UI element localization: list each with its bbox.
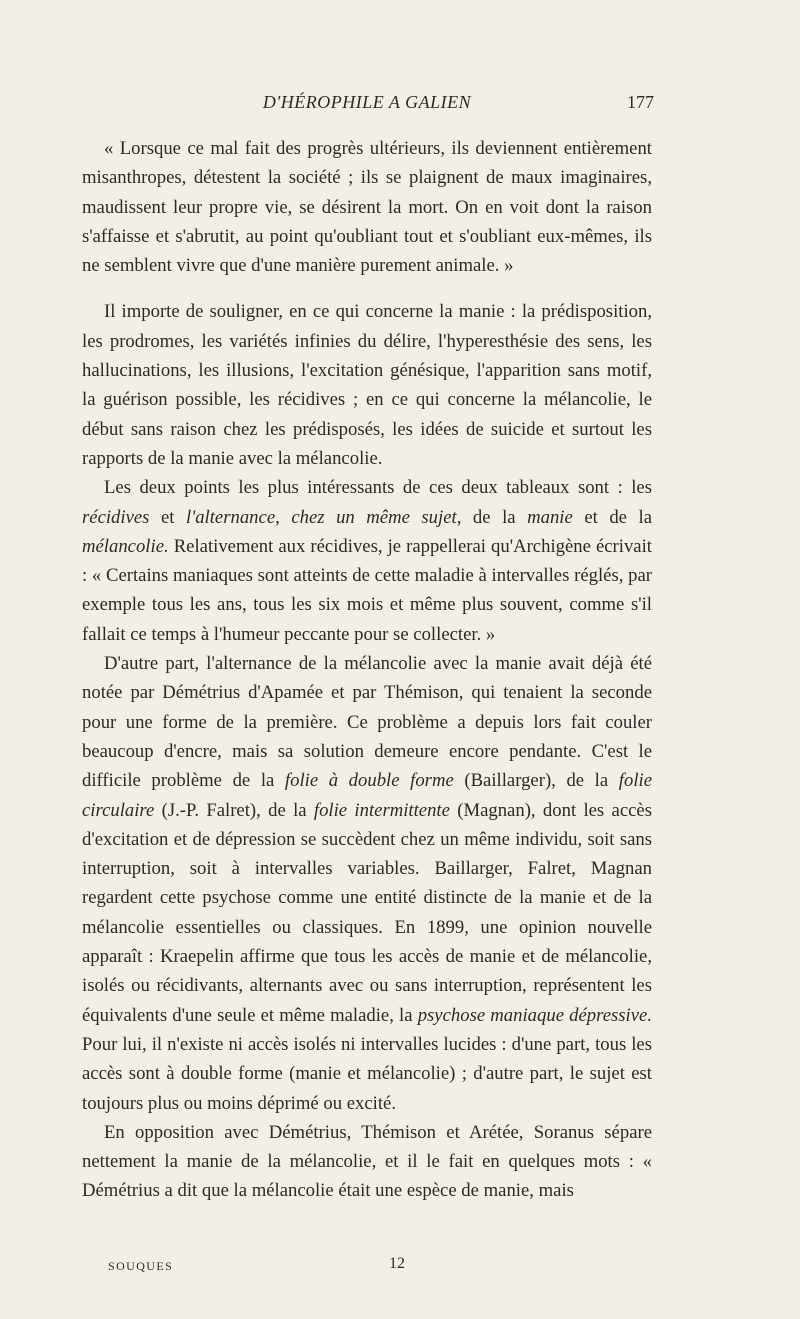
body-text — [82, 134, 652, 1206]
text-run: Relativement aux récidives, je rappellerai qu'Archigène écrivait : « Certains maniaques sont atteints de cette maladie à intervalles réglés, par exemple tous les ans, tous les six mois et même plus souvent, comme s'il fallait ce temps à l'humeur peccante pour se collecter. » — [82, 535, 652, 645]
text-run: D'autre part, l'alternance de la mélancolie avec la manie avait déjà été notée par Démétrius d'Apamée et par Thémison, qui tenaient la seconde pour une forme de la première. Ce problème a depuis lors fait couler beaucoup d'encre, mais sa solution demeure encore pendante. C'est le difficile problème de la — [82, 653, 652, 792]
sheet-number: 12 — [389, 1255, 405, 1272]
italic-text: récidives — [82, 506, 150, 528]
page-footer — [82, 1255, 652, 1279]
text-run: (J.-P. Falret), de la — [154, 799, 314, 821]
text-run: Il importe de souligner, en ce qui concerne la manie : la prédisposition, les prodromes, les variétés infinies du délire, l'hyperesthésie des sens, les hallucinations, les illusions, l'excitation génésique, l'apparition sans motif, la guérison possible, les récidives ; en ce qui concerne la mélancolie, le début sans raison chez les prédisposés, les idées de suicide et surtout les rapports de la manie avec la mélancolie. — [82, 301, 652, 469]
italic-text: l'alternance, chez un même sujet — [186, 506, 457, 528]
text-run: Les deux points les plus intéressants de ces deux tableaux sont : les — [104, 477, 652, 499]
paragraph-mania-features — [82, 297, 652, 473]
running-title: D'HÉROPHILE A GALIEN — [262, 92, 472, 112]
paragraph-quote-misanthropy — [82, 134, 652, 280]
italic-text: manie — [527, 506, 573, 528]
italic-text: mélancolie. — [82, 535, 169, 557]
italic-text: folie intermittente — [313, 799, 450, 821]
text-run: En opposition avec Démétrius, Thémison et Arétée, Soranus sépare nettement la manie de la mélancolie, et il le fait en quelques mots : « Démétrius a dit que la mélancolie était une espèce de manie, mais — [82, 1121, 652, 1202]
text-run: (Magnan), dont les accès d'excitation et de dépression se succèdent chez un même individu, soit sans interruption, soit à intervalles variables. Baillarger, Falret, Magnan regardent cette psychose comme une entité distincte de la manie et de la mélancolie essentielles ou classiques. En 1899, une opinion nouvelle apparaît : Kraepelin affirme que tous les accès de manie et de mélancolie, isolés ou récidivants, alternants avec ou sans interruption, représentent les équivalents d'une seule et même maladie, la — [82, 799, 652, 1026]
text-run: (Baillarger), de la — [453, 770, 619, 792]
italic-text: psychose maniaque dépressive. — [417, 1004, 652, 1026]
text-run: et — [149, 506, 187, 528]
paragraph-folie-double-forme — [82, 649, 652, 1118]
running-head — [82, 92, 652, 120]
italic-text: folie à double forme — [284, 770, 454, 792]
text-run: « Lorsque ce mal fait des progrès ultérieurs, ils deviennent entièrement misanthropes, détestent la société ; ils se plaignent de maux imaginaires, maudissent leur propre vie, se désirent la mort. On en voit dont la raison s'affaisse et s'abrutit, au point qu'oubliant tout et s'oubliant eux-mêmes, ils ne semblent vivre que d'une manière purement animale. » — [82, 138, 652, 277]
text-run: Pour lui, il n'existe ni accès isolés ni intervalles lucides : d'une part, tous les accès sont à double forme (manie et mélancolie) ; d'autre part, le sujet est toujours plus ou moins déprimé ou excité. — [82, 1033, 652, 1114]
text-run: et de la — [572, 506, 652, 528]
italic-text: folie circulaire — [82, 770, 652, 821]
paragraph-recidives-alternance — [82, 473, 652, 649]
page-number: 177 — [627, 92, 654, 112]
text-run: , de la — [456, 506, 528, 528]
book-page — [82, 92, 652, 1206]
printer-signature: SOUQUES — [108, 1259, 174, 1273]
paragraph-soranus — [82, 1118, 652, 1206]
